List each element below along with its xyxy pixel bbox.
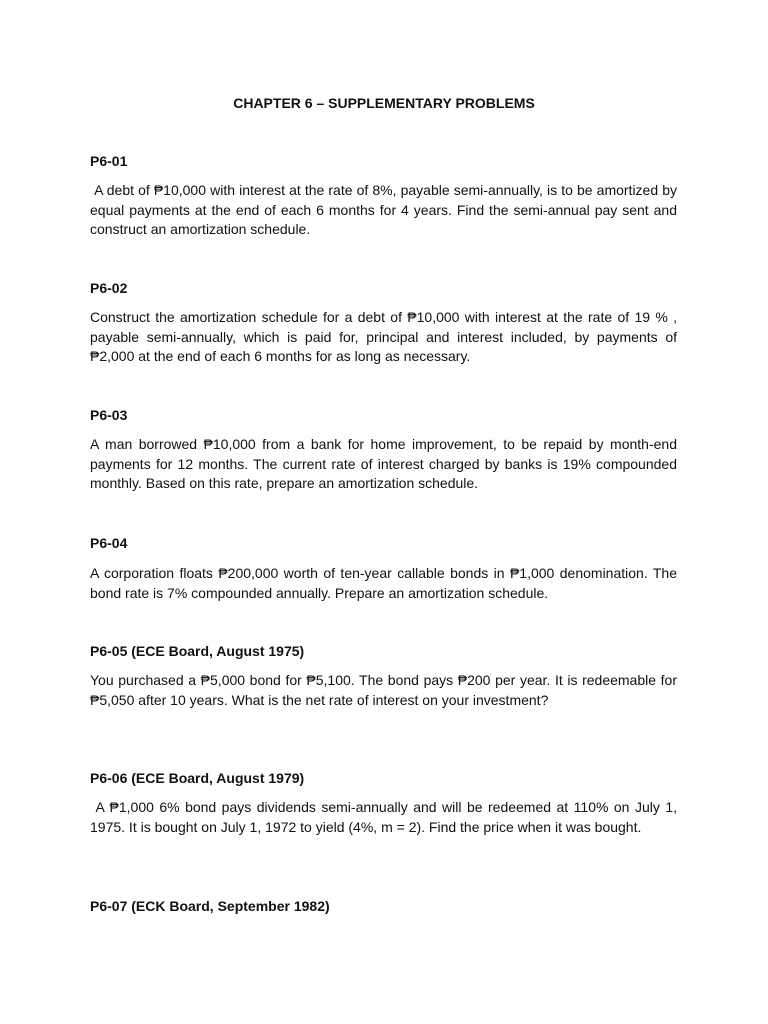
problem-heading-p6-06: P6-06 (ECE Board, August 1979) xyxy=(90,770,305,786)
problem-body-p6-01: A debt of ₱10,000 with interest at the rate of 8%, payable semi-annually, is to be amortized by equal payments at the end of each 6 months for 4 years. Find the semi-annual pay sent and construct an amortization schedule. xyxy=(90,182,677,238)
problem-body-p6-05: You purchased a ₱5,000 bond for ₱5,100. The bond pays ₱200 per year. It is redeemable for ₱5,050 after 10 years. What is the net rate of interest on your investment? xyxy=(90,672,677,708)
problem-body-p6-06: A ₱1,000 6% bond pays dividends semi-annually and will be redeemed at 110% on July 1, 1975. It is bought on July 1, 1972 to yield (4%, m = 2). Find the price when it was bought. xyxy=(90,799,677,835)
problem-heading-p6-07: P6-07 (ECK Board, September 1982) xyxy=(90,898,330,914)
problem-heading-p6-05: P6-05 (ECE Board, August 1975) xyxy=(90,643,305,659)
problem-body-p6-03: A man borrowed ₱10,000 from a bank for home improvement, to be repaid by month-end payments for 12 months. The current rate of interest charged by banks is 19% compounded monthly. Based on this rate, prepare an amortization schedule. xyxy=(90,436,677,492)
problem-body-p6-02: Construct the amortization schedule for a debt of ₱10,000 with interest at the rate of 19 % , payable semi-annually, which is paid for, principal and interest included, by payments of ₱2,000 at the end of each 6 months for as long as necessary. xyxy=(90,309,677,365)
problem-heading-p6-03: P6-03 xyxy=(90,407,128,423)
problem-heading-p6-02: P6-02 xyxy=(90,280,128,296)
problem-heading-p6-01: P6-01 xyxy=(90,153,128,169)
problem-body-p6-04: A corporation floats ₱200,000 worth of ten-year callable bonds in ₱1,000 denomination. The bond rate is 7% compounded annually. Prepare an amortization schedule. xyxy=(90,565,677,601)
problem-heading-p6-04: P6-04 xyxy=(90,535,128,551)
chapter-title: CHAPTER 6 – SUPPLEMENTARY PROBLEMS xyxy=(233,95,535,111)
